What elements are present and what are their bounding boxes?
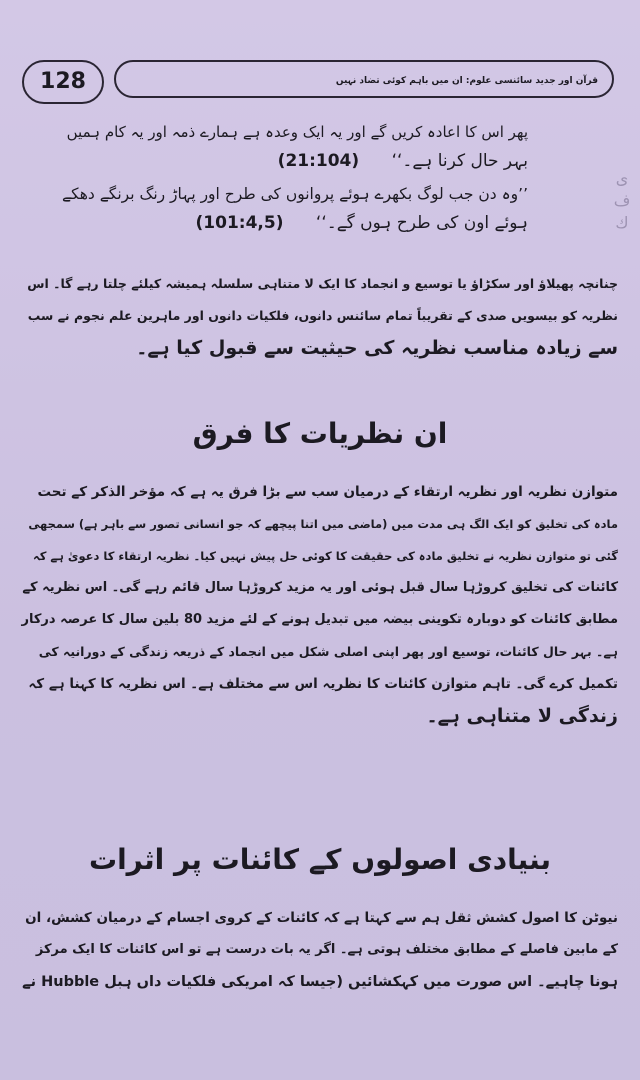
quote-line [58, 209, 528, 238]
quote-line [58, 147, 528, 176]
text-line: چنانچہ پھیلاؤ اور سکڑاؤ یا توسیع و انجماد کا ایک لا متناہی سلسلہ ہمیشہ کیلئے چلتا رہے گا۔ اس [27, 276, 618, 291]
quote-101-4-5 [58, 180, 528, 238]
quote-line: ’’وہ دن جب لوگ بکھرے ہوئے پروانوں کی طرح اور پہاڑ رنگ برنگے دھکے [62, 185, 528, 203]
text-line: ہونا چاہیے۔ اس صورت میں کہکشائیں (جیسا کہ امریکی فلکیات داں ہبل Hubble نے [22, 974, 618, 990]
text-line: متوازن نظریہ اور نظریہ ارتقاء کے درمیان سب سے بڑا فرق یہ ہے کہ مؤخر الذکر کے تحت [37, 484, 618, 500]
section-heading: بنیادی اصولوں کے کائنات پر اثرات [88, 843, 552, 876]
paragraph-3 [18, 902, 618, 998]
page-number: 128 [22, 60, 104, 104]
verse-reference: (21:104) [277, 151, 360, 171]
text-line: سے زیادہ مناسب نظریہ کی حیثیت سے قبول کیا ہے۔ [136, 337, 618, 359]
bleed-through-marks: ی ف ك [613, 169, 631, 232]
quote-line: پھر اس کا اعادہ کریں گے اور یہ ایک وعدہ ہے ہمارے ذمہ اور یہ کام ہمیں [66, 123, 528, 141]
quote-line-text: ہوئے اون کی طرح ہوں گے۔‘‘ [315, 213, 528, 233]
section-heading: ان نظریات کا فرق [192, 417, 448, 450]
quote-21-104 [58, 118, 528, 176]
text-line: نظریہ کو بیسویں صدی کے تقریباً تمام سائنس دانوں، فلکیات دانوں اور ماہرین علم نجوم نے سب [27, 308, 618, 323]
text-line: مطابق کائنات کو دوبارہ تکوینی بیضہ میں تبدیل ہونے کے لئے مزید 80 بلین سال کا عرصہ درکار [21, 612, 618, 627]
verse-reference: (101:4,5) [195, 213, 284, 233]
running-title: قرآن اور جدید سائنسی علوم: ان میں باہم کوئی تضاد نہیں [114, 60, 614, 98]
running-header [22, 60, 616, 104]
text-line: زندگی لا متناہی ہے۔ [426, 705, 618, 727]
text-line: نیوٹن کا اصول کشش ثقل ہم سے کہتا ہے کہ کائنات کے کروی اجسام کے درمیان کشش، ان [25, 910, 618, 926]
text-line: ہے۔ بہر حال کائنات، توسیع اور پھر اپنی اصلی شکل میں انجماد کے ذریعہ زندگی کے دورانیہ کی [38, 644, 618, 659]
text-line: کے مابین فاصلے کے مطابق مختلف ہوتی ہے۔ اگر یہ بات درست ہے تو اس کائنات کا ایک مرکز [35, 942, 618, 957]
quote-line-text: بہر حال کرنا ہے۔‘‘ [391, 151, 528, 171]
text-line: کائنات کی تخلیق کروڑہا سال قبل ہوئی اور یہ مزید کروڑہا سال قائم رہے گی۔ اس نظریہ کے [22, 580, 618, 595]
text-line: تکمیل کرے گی۔ تاہم متوازن کائنات کا نظریہ اس سے مختلف ہے۔ اس نظریہ کا کہنا ہے کہ [28, 676, 618, 692]
text-line: مادہ کی تخلیق کو ایک الگ ہی مدت میں (ماضی میں اتنا پیچھے کہ جو انسانی تصور سے باہر ہے) سمجھی [28, 517, 618, 531]
paragraph-2 [18, 476, 618, 732]
text-line: گئی تو متوازن نظریہ نے تخلیق مادہ کی حقیقت کا کوئی حل پیش نہیں کیا۔ نظریہ ارتقاء کا دعویٰ ہے کہ [33, 549, 618, 563]
paragraph-1 [18, 268, 618, 364]
